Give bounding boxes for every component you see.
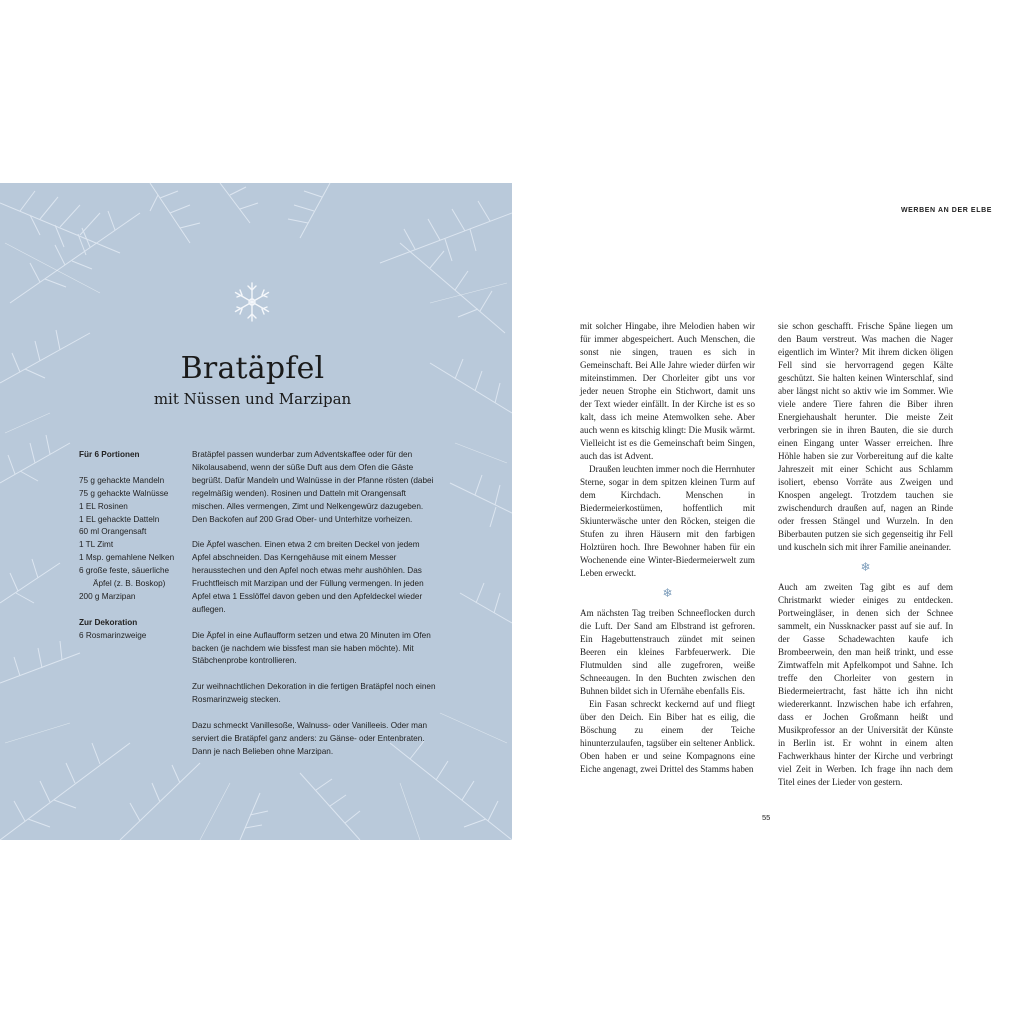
snowflake-divider-icon: ❄ bbox=[860, 560, 871, 574]
ingredient-item: 75 g gehackte Walnüsse bbox=[79, 488, 169, 498]
recipe-title: Bratäpfel bbox=[180, 351, 325, 386]
ingredient-item: 200 g Marzipan bbox=[79, 591, 136, 601]
snowflake-icon bbox=[231, 281, 273, 323]
text-column-right bbox=[778, 320, 953, 789]
ingredient-item: 60 ml Orangensaft bbox=[79, 527, 147, 537]
body-paragraph: sie schon geschafft. Frische Späne liegen um den Baum verstreut. Was machen die Nager eigentlich im Winter? Mit ihrem dicken öligen Fell sind sie hervorragend gegen Kälte geschützt. Sie halten keinen Winterschlaf, sind aber längst nicht so aktiv wie im Sommer. Wie viele andere Tiere fahren die Biber ihren Energiehaushalt herunter. Die meiste Zeit verbringen sie in ihren Bauten, die sie durch einen Eingang unter Wasser erreichen. Ihre Höhle haben sie zur Vorbereitung auf die kalte Jahreszeit mit einer Schicht aus Schlamm isoliert, ebenso Vorräte aus Zweigen und Knospen angelegt. Trotzdem tauchen sie zwischendurch draußen auf, nagen an Rinde oder fressen Stängel und Wurzeln. In den Biberbauten putzen sie sich gegenseitig ihr Fell und kuscheln sich mit ihrer Familie aneinander. bbox=[778, 321, 953, 552]
decoration-heading: Zur Dekoration bbox=[79, 617, 138, 627]
running-head: WERBEN AN DER ELBE bbox=[900, 207, 992, 214]
page-number: 55 bbox=[762, 813, 771, 822]
ingredient-item: 75 g gehackte Mandeln bbox=[79, 475, 165, 485]
ingredient-item: 1 EL gehackte Datteln bbox=[79, 514, 160, 524]
recipe-page bbox=[0, 183, 512, 840]
instruction-paragraph: Dazu schmeckt Vanillesoße, Walnuss- oder Vanilleeis. Oder man serviert die Bratäpfel ganz anders: zu Gänse- oder Entenbraten. Dann je nach Belieben ohne Marzipan. bbox=[192, 720, 428, 756]
text-column-left bbox=[580, 320, 755, 776]
instruction-paragraph: Die Äpfel waschen. Einen etwa 2 cm breiten Deckel von jedem Apfel abschneiden. Das Kerngehäuse mit einem Messer herausstechen und den Apfel noch etwas mehr aushöhlen. Das Fruchtfleisch mit Marzipan und der Füllung vermengen. In jeden Apfel etwa 1 Esslöffel davon geben und den Apfeldeckel wieder auflegen. bbox=[192, 540, 424, 614]
ingredient-item: 1 EL Rosinen bbox=[79, 501, 128, 511]
body-paragraph: Ein Fasan schreckt keckernd auf und fliegt über den Deich. Ein Biber hat es eilig, die Böschung zu einem der Teiche hinunterzulaufen, tagsüber ein seltener Anblick. Oben haben er und seine Kompagnons eine Eiche angenagt, zwei Drittel des Stamms haben bbox=[580, 699, 755, 774]
ingredient-item: 1 Msp. gemahlene Nelken bbox=[79, 553, 175, 563]
instruction-paragraph: Die Äpfel in eine Auflaufform setzen und etwa 20 Minuten im Ofen backen (je nachdem wie bissfest man sie haben möchte). Mit Stäbchenprobe kontrollieren. bbox=[192, 630, 431, 666]
ingredient-item: Äpfel (z. B. Boskop) bbox=[93, 579, 166, 589]
decoration-item: 6 Rosmarinzweige bbox=[79, 630, 147, 640]
servings-heading: Für 6 Portionen bbox=[79, 450, 140, 459]
recipe-subtitle: mit Nüssen und Marzipan bbox=[153, 390, 352, 408]
body-paragraph: Draußen leuchten immer noch die Herrnhuter Sterne, sogar in dem spitzen kleinen Turm auf dem Kirchdach. Menschen in Biedermeierkostümen, hoffentlich mit Skiunterwäsche unter den Röcken, steigen die Stufen zu ihren Häusern mit den farbigen Holztüren hoch. Ihre Bewohner haben für ein Wochenende eine Winter-Biedermeierwelt zum Leben erweckt. bbox=[580, 464, 755, 578]
recipe-instructions bbox=[192, 449, 436, 772]
instruction-paragraph: Zur weihnachtlichen Dekoration in die fertigen Bratäpfel noch einen Rosmarinzweig stecken. bbox=[192, 682, 436, 705]
instruction-paragraph: Bratäpfel passen wunderbar zum Adventskaffee oder für den Nikolausabend, wenn der süße Duft aus dem Ofen die Gäste begrüßt. Dafür Mandeln und Walnüsse in der Pfanne rösten (dabei regelmäßig wenden). Rosinen und Datteln mit Orangensaft mischen. Alles vermengen, Zimt und Nelkengewürz dazugeben. Den Backofen auf 200 Grad Ober- und Unterhitze vorheizen. bbox=[192, 450, 434, 524]
ingredient-list bbox=[79, 449, 179, 643]
snowflake-divider-icon: ❄ bbox=[662, 586, 673, 600]
ingredient-item: 6 große feste, säuerliche bbox=[79, 566, 170, 576]
ingredient-item: 1 TL Zimt bbox=[79, 540, 114, 550]
body-paragraph: mit solcher Hingabe, ihre Melodien haben wir für immer abgespeichert. Auch Menschen, die sonst nie singen, trauen es sich in Gemeinschaft. Bei Alle Jahre wieder dürfen wir miteinstimmen. Der Chorleiter gibt uns vor jeder neuen Strophe ein Stichwort, damit uns der Text wieder einfällt. In der Kirche ist es so kalt, dass ich meine Atemwolken sehe. Aber auch wenn es kitschig klingt: Die Musik wärmt. Vielleicht ist es die Gemeinschaft beim Singen, auch das ist Advent. bbox=[580, 321, 755, 461]
body-paragraph: Am nächsten Tag treiben Schneeflocken durch die Luft. Der Sand am Elbstrand ist gefroren. Ein Hagebuttenstrauch zündet mit seinen Beeren ein kleines Farbfeuerwerk. Die Flutmulden sind alle zugefroren, weiße Schneeaugen. In den Buchten zwischen den Buhnen bildet sich in Ufernähe ebenfalls Eis. bbox=[580, 608, 755, 696]
body-paragraph: Auch am zweiten Tag gibt es auf dem Christmarkt wieder einiges zu entdecken. Portweingläser, in denen sich der Schnee sammelt, ein Nussknacker passt auf sie auf. In der Gasse Schadewachten kaufe ich Brombeerwein, den man heiß trinkt, und esse Zimtwaffeln mit Apfelkompot und Sahne. Ich treffe den Chorleiter von gestern in Biedermeiertracht, fast hätte ich ihn nicht wiedererkannt. Inzwischen habe ich erfahren, dass er Jochen Großmann heißt und Musikprofessor an der Universität der Künste in Berlin ist. Er wohnt in einem alten Fachwerkhaus hinter der Kirche und verbringt viel Zeit in Werben. Ich frage ihn nach dem Titel eines der Lieder von gestern. bbox=[778, 582, 953, 787]
